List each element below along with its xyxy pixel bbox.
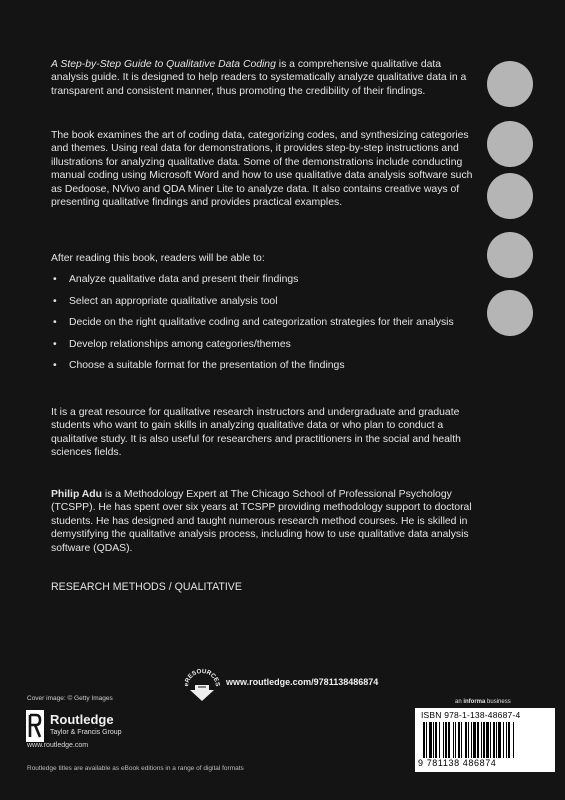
ebook-note: Routledge titles are available as eBook editions in a range of digital formats [27, 765, 244, 772]
author-bio-text: is a Methodology Expert at The Chicago School of Professional Psychology (TCSPP). He has spent over six years at TCSPP providing methodology support to doctoral students. He has designed and taught numerous research method courses. He is skilled in demystifying the qualitative analysis process, including how to use qualitative data analysis software (QDAS). [51, 489, 472, 554]
resource-url[interactable]: www.routledge.com/9781138486874 [226, 677, 379, 687]
decorative-circle [487, 173, 533, 219]
decorative-circle [487, 232, 533, 278]
decorative-circle [487, 61, 533, 107]
publisher-name: Routledge [50, 712, 114, 727]
list-item: • Decide on the right qualitative coding and categorization strategies for their analysis [51, 316, 481, 329]
author-bio [51, 488, 481, 555]
barcode [415, 708, 555, 772]
cover-credit: Cover image: © Getty Images [27, 695, 113, 702]
routledge-logo [26, 710, 146, 746]
svg-text:eRESOURCES [183, 668, 221, 687]
learning-outcomes [51, 252, 481, 380]
decorative-circle [487, 121, 533, 167]
barcode-bars [421, 722, 549, 758]
learning-outcomes-intro: After reading this book, readers will be able to: [51, 253, 265, 264]
decorative-circle [487, 290, 533, 336]
list-item: • Select an appropriate qualitative analysis tool [51, 295, 481, 308]
eresources-icon [182, 665, 222, 705]
author-name: Philip Adu [51, 489, 102, 500]
list-item: • Analyze qualitative data and present their findings [51, 273, 481, 286]
eresources-label: eRESOURCES [182, 667, 222, 687]
informa-brand: informa [463, 699, 486, 705]
description-paragraph-4: It is a great resource for qualitative research instructors and undergraduate and graduate students who want to gain skills in analyzing qualitative data or who plan to conduct a qualitative study. It is also useful for researchers and practitioners in the social and health sciences fields. [51, 407, 461, 459]
description-paragraph-1 [51, 58, 481, 98]
publisher-url[interactable]: www.routledge.com [27, 742, 89, 749]
list-item: • Choose a suitable format for the presentation of the findings [51, 359, 481, 372]
publisher-subtitle: Taylor & Francis Group [50, 729, 122, 736]
informa-suffix: business [485, 699, 511, 705]
list-item: • Develop relationships among categories/themes [51, 338, 481, 351]
informa-prefix: an [455, 699, 464, 705]
subject-category: RESEARCH METHODS / QUALITATIVE [51, 581, 242, 593]
description-paragraph-1-text: is a comprehensive qualitative data analysis guide. It is designed to help readers to systematically analyze qualitative data in a transparent and consistent manner, thus promoting the credibility of their findings. [51, 59, 467, 97]
barcode-digits: 9 781138 486874 [418, 758, 497, 768]
informa-business [455, 699, 511, 705]
description-paragraph-2: The book examines the art of coding data, categorizing codes, and synthesizing categories and themes. Using real data for demonstrations, it provides step-by-step instructions and illustrations for analyzing qualitative data. Some of the demonstrations include conducting manual coding using Microsoft Word and how to use qualitative data analysis software such as Dedoose, NVivo and QDA Miner Lite to analyze data. It also contains creative ways of presenting qualitative findings and provides practical examples. [51, 130, 473, 209]
learning-outcomes-list [51, 273, 481, 372]
routledge-r-icon [26, 710, 44, 742]
book-title-inline: A Step-by-Step Guide to Qualitative Data Coding [51, 59, 276, 70]
isbn-label: ISBN 978-1-138-48687-4 [421, 710, 521, 720]
